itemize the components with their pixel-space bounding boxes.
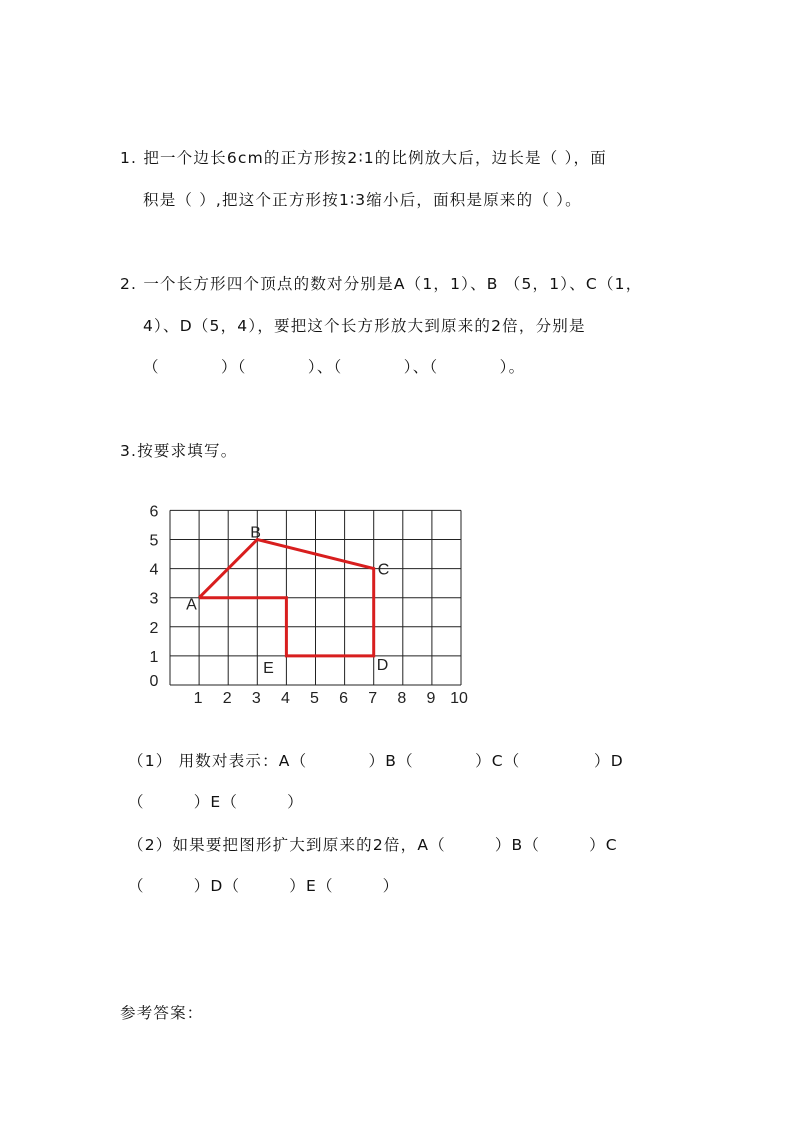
q3-title: 3.按要求填写。 <box>120 442 238 460</box>
q3-part2-line2: （ ）D（ ）E（ ） <box>128 877 400 895</box>
x-tick-label: 10 <box>450 690 468 707</box>
x-tick-label: 3 <box>251 690 261 707</box>
x-tick-label: 6 <box>339 690 349 707</box>
q3-part2-line1: （2）如果要把图形扩大到原来的2倍，A（ ）B（ ）C <box>128 836 618 854</box>
x-tick-label: 9 <box>426 690 436 707</box>
x-tick-label: 8 <box>397 690 407 707</box>
answer-heading: 参考答案： <box>120 1004 204 1022</box>
q1-line2: 积是（ ）,把这个正方形按1∶3缩小后，面积是原来的（ ）。 <box>143 191 582 209</box>
coordinate-grid-figure <box>140 495 480 715</box>
point-label-b: B <box>250 524 261 542</box>
q2-line3: （ ）（ ）、（ ）、（ ）。 <box>143 358 526 376</box>
q3-part1-line1: （1） 用数对表示：A（ ）B（ ）C（ ）D <box>128 752 624 770</box>
y-tick-label: 1 <box>149 648 159 666</box>
y-tick-label: 2 <box>149 619 159 637</box>
q2-line2: 4）、D（5，4），要把这个长方形放大到原来的2倍，分别是 <box>143 317 586 335</box>
x-tick-label: 1 <box>193 690 203 707</box>
x-tick-label: 4 <box>280 690 290 707</box>
x-tick-label: 5 <box>310 690 319 707</box>
tick-labels <box>150 503 468 707</box>
y-tick-label: 3 <box>149 590 159 608</box>
x-tick-label: 2 <box>222 690 232 707</box>
point-label-e: E <box>263 659 274 677</box>
point-label-d: D <box>376 656 389 674</box>
q3-part1-line2: （ ）E（ ） <box>128 793 304 811</box>
y-tick-label: 6 <box>149 503 159 521</box>
q1-line1: 1. 把一个边长6cm的正方形按2∶1的比例放大后，边长是（ ），面 <box>120 149 607 167</box>
point-label-c: C <box>377 561 390 579</box>
q2-line1: 2. 一个长方形四个顶点的数对分别是A（1，1）、B （5，1）、C（1， <box>120 275 643 293</box>
y-tick-label: 0 <box>149 673 159 690</box>
point-label-a: A <box>186 596 197 614</box>
y-tick-label: 5 <box>149 532 159 550</box>
y-tick-label: 4 <box>149 561 159 579</box>
x-tick-label: 7 <box>368 690 378 707</box>
